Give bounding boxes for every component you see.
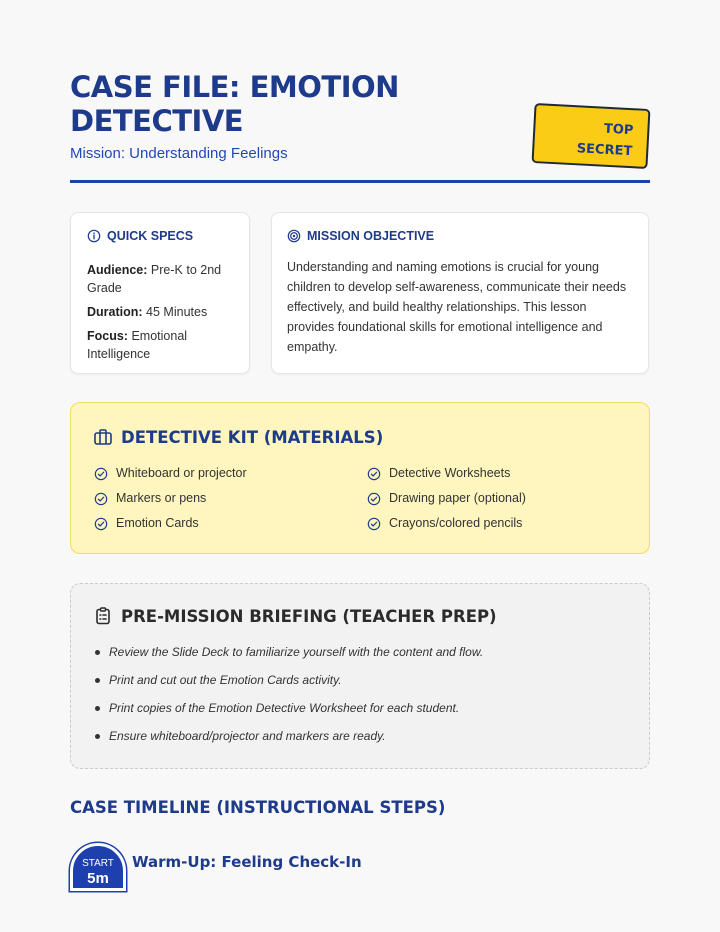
bullet-dot — [95, 650, 100, 655]
detective-kit-section — [70, 402, 650, 554]
step-badge — [70, 843, 126, 891]
check-circle-icon — [367, 517, 381, 531]
material-label: Detective Worksheets — [389, 466, 511, 480]
spec-duration — [87, 303, 233, 321]
detective-kit-heading — [93, 427, 627, 447]
check-circle-icon — [94, 467, 108, 481]
step-badge-label: START — [82, 858, 114, 869]
material-item — [94, 515, 367, 532]
spec-duration-label: Duration: — [87, 305, 143, 319]
spec-audience-label: Audience: — [87, 263, 148, 277]
briefing-item — [95, 728, 627, 744]
briefing-item-text: Print copies of the Emotion Detective Worksheet for each student. — [109, 701, 460, 715]
briefing-item — [95, 644, 627, 660]
check-circle-icon — [367, 492, 381, 506]
bullet-dot — [95, 706, 100, 711]
briefing-item-text: Review the Slide Deck to familiarize yourself with the content and flow. — [109, 645, 484, 659]
check-circle-icon — [94, 517, 108, 531]
material-label: Drawing paper (optional) — [389, 491, 526, 505]
spec-focus-value: Emotional Intelligence — [87, 329, 188, 361]
spec-audience-value: Pre-K to 2nd Grade — [87, 263, 222, 295]
spec-audience — [87, 261, 233, 297]
material-item — [94, 490, 367, 507]
check-circle-icon — [94, 492, 108, 506]
clipboard-icon — [93, 606, 113, 626]
bullet-dot — [95, 678, 100, 683]
mission-objective-heading — [287, 229, 633, 243]
mission-objective-title: MISSION OBJECTIVE — [307, 229, 435, 243]
material-item — [94, 465, 367, 482]
mission-objective-text: Understanding and naming emotions is crucial for young children to develop self-awareness, communicate their needs effectively, and build healthy relationships. This lesson provides foundational skills for emotional intelligence and empathy. — [287, 260, 627, 354]
briefcase-icon — [93, 427, 113, 447]
material-label: Emotion Cards — [116, 516, 199, 530]
page-subtitle: Mission: Understanding Feelings — [70, 145, 288, 162]
target-icon — [287, 229, 301, 243]
stamp-line-2: SECRET — [576, 141, 633, 160]
stamp-line-1: TOP — [603, 121, 634, 139]
materials-list — [94, 465, 627, 532]
spec-focus-label: Focus: — [87, 329, 128, 343]
bullet-dot — [95, 734, 100, 739]
spec-focus — [87, 327, 233, 363]
material-label: Markers or pens — [116, 491, 207, 505]
briefing-list — [95, 644, 627, 744]
briefing-item-text: Print and cut out the Emotion Cards activity. — [109, 673, 342, 687]
briefing-item-text: Ensure whiteboard/projector and markers are ready. — [109, 729, 386, 743]
briefing-heading — [93, 606, 627, 626]
mission-objective-card — [271, 212, 649, 374]
spec-duration-value: 45 Minutes — [146, 305, 208, 319]
quick-specs-title: QUICK SPECS — [107, 229, 194, 243]
pre-mission-briefing-section — [70, 583, 650, 769]
check-circle-icon — [367, 467, 381, 481]
briefing-title: PRE-MISSION BRIEFING (TEACHER PREP) — [121, 606, 497, 626]
material-item — [367, 490, 640, 507]
header-divider — [70, 180, 650, 183]
material-item — [367, 515, 640, 532]
info-icon — [87, 229, 101, 243]
quick-specs-card — [70, 212, 250, 374]
detective-kit-title: DETECTIVE KIT (MATERIALS) — [121, 427, 384, 447]
page-title: CASE FILE: EMOTION DETECTIVE — [70, 70, 399, 138]
material-label: Whiteboard or projector — [116, 466, 247, 480]
case-timeline-heading: CASE TIMELINE (INSTRUCTIONAL STEPS) — [70, 798, 446, 817]
top-secret-stamp — [532, 103, 651, 169]
step-badge-time: 5m — [87, 870, 109, 887]
briefing-item — [95, 700, 627, 716]
briefing-item — [95, 672, 627, 688]
quick-specs-heading — [87, 229, 233, 243]
material-item — [367, 465, 640, 482]
step-title: Warm-Up: Feeling Check-In — [132, 853, 362, 871]
material-label: Crayons/colored pencils — [389, 516, 523, 530]
